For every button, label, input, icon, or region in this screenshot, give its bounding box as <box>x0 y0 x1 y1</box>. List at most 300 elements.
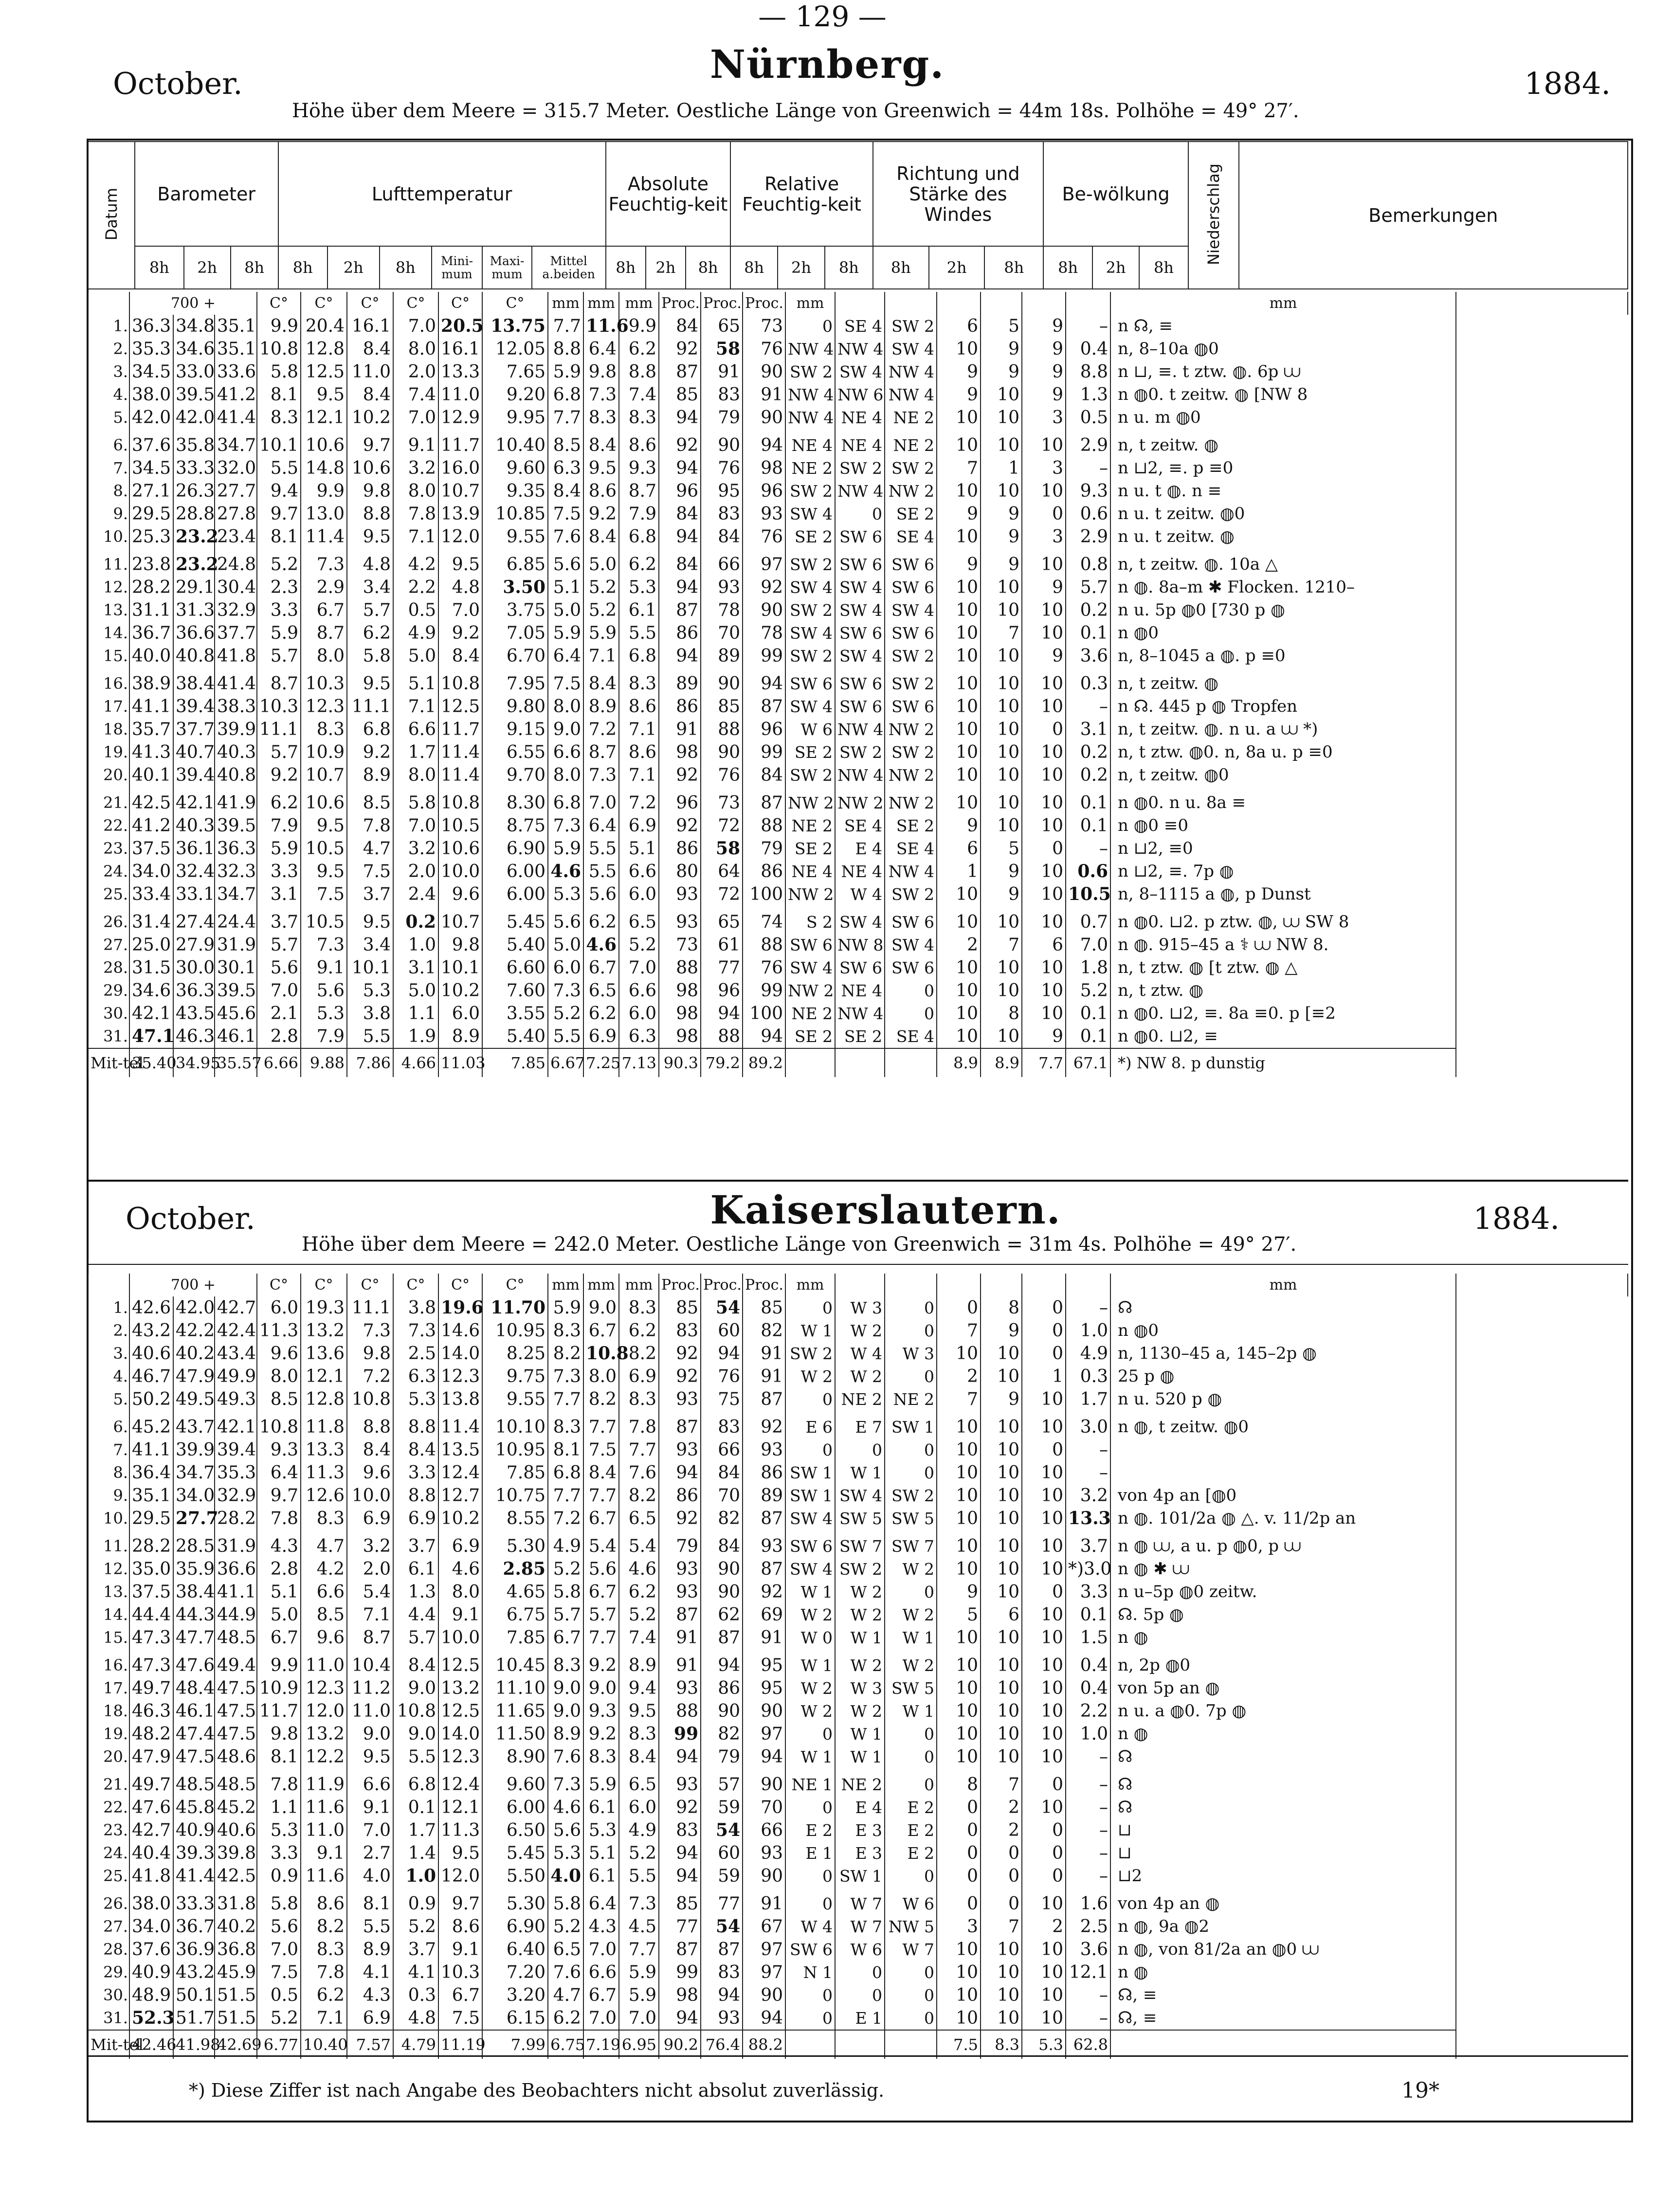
cloud-value: 9 <box>937 1581 981 1603</box>
wind-value: NW 4 <box>785 338 835 360</box>
temperature-value: 5.40 <box>482 934 548 956</box>
col-wind: Richtung und Stärke des Windes <box>873 142 1043 246</box>
wind-value: W 1 <box>835 1461 885 1484</box>
wind-value: NE 1 <box>785 1773 835 1796</box>
temperature-value: 6.90 <box>482 837 548 860</box>
temperature-value: 8.4 <box>347 338 393 360</box>
gap-cell <box>743 1411 785 1416</box>
unit-cell <box>88 1274 129 1296</box>
temperature-value: 5.9 <box>257 622 301 645</box>
wind-value: N 1 <box>785 1961 835 1984</box>
precipitation-value: – <box>1066 1296 1110 1319</box>
wind-value: 0 <box>785 1796 835 1819</box>
rel-humidity-value: 70 <box>701 1484 743 1507</box>
unit-cell: C° <box>257 1274 301 1296</box>
precipitation-value: – <box>1066 457 1110 480</box>
barometer-value: 48.5 <box>215 1773 257 1796</box>
cloud-value: 10 <box>1022 1558 1066 1581</box>
rel-humidity-value: 95 <box>743 1654 785 1677</box>
cloud-value: 9 <box>937 503 981 525</box>
gap-cell <box>981 1888 1022 1892</box>
wind-value: NW 4 <box>835 338 885 360</box>
barometer-value: 43.2 <box>173 1961 215 1984</box>
day-number: 28. <box>88 1938 129 1961</box>
abs-humidity-value: 5.9 <box>548 1296 583 1319</box>
barometer-value: 40.3 <box>173 814 215 837</box>
wind-value: SW 2 <box>785 599 835 622</box>
abs-humidity-value: 6.6 <box>619 979 659 1002</box>
day-number: 10. <box>88 525 129 548</box>
day-row <box>88 1961 1628 1984</box>
temperature-value: 11.65 <box>482 1700 548 1723</box>
abs-humidity-value: 9.2 <box>583 503 619 525</box>
abs-humidity-value: 8.8 <box>619 360 659 383</box>
gap-cell <box>88 906 129 911</box>
wind-value: NE 4 <box>835 406 885 429</box>
temperature-value: 11.9 <box>301 1773 347 1796</box>
wind-value: SW 6 <box>835 695 885 718</box>
precipitation-value: 3.7 <box>1066 1535 1110 1558</box>
barometer-value: 41.9 <box>215 791 257 814</box>
rel-humidity-value: 91 <box>743 1626 785 1649</box>
gap-cell <box>438 906 482 911</box>
sub-2h: 2h <box>1092 246 1139 289</box>
wind-value: SW 6 <box>785 934 835 956</box>
unit-cell: C° <box>482 1274 548 1296</box>
temperature-value: 6.7 <box>301 599 347 622</box>
cloud-value: 7.5 <box>937 2030 981 2059</box>
temperature-value: 12.4 <box>438 1461 482 1484</box>
rel-humidity-value: 90.3 <box>659 1048 701 1077</box>
abs-humidity-value: 5.2 <box>619 1842 659 1865</box>
temperature-value: 4.2 <box>301 1558 347 1581</box>
day-number: 24. <box>88 860 129 883</box>
wind-value: W 2 <box>835 1319 885 1342</box>
barometer-value: 34.6 <box>173 338 215 360</box>
rel-humidity-value: 80 <box>659 860 701 883</box>
temperature-value: 10.0 <box>438 1626 482 1649</box>
temperature-value: 7.57 <box>347 2030 393 2059</box>
temperature-value: 10.4 <box>347 1654 393 1677</box>
wind-value: SW 2 <box>835 1558 885 1581</box>
abs-humidity-value: 9.9 <box>619 315 659 338</box>
abs-humidity-value: 8.3 <box>548 1654 583 1677</box>
day-row <box>88 814 1628 837</box>
temperature-value: 5.0 <box>393 979 438 1002</box>
day-number: 9. <box>88 503 129 525</box>
temperature-value: 9.7 <box>257 1484 301 1507</box>
unit-cell <box>1022 1274 1066 1296</box>
abs-humidity-value: 7.0 <box>583 1938 619 1961</box>
temperature-value: 6.6 <box>301 1581 347 1603</box>
barometer-value: 40.2 <box>215 1915 257 1938</box>
precipitation-value: 0.7 <box>1066 911 1110 934</box>
wind-value: SW 2 <box>885 315 937 338</box>
sub-8h: 8h <box>278 246 327 289</box>
rel-humidity-value: 70 <box>701 622 743 645</box>
day-row <box>88 406 1628 429</box>
gap-cell <box>129 1411 173 1416</box>
rel-humidity-value: 92 <box>659 764 701 787</box>
barometer-value: 34.5 <box>129 457 173 480</box>
gap-cell <box>301 906 347 911</box>
rel-humidity-value: 72 <box>701 814 743 837</box>
day-row <box>88 503 1628 525</box>
barometer-value: 23.8 <box>129 553 173 576</box>
rel-humidity-value: 97 <box>743 1961 785 1984</box>
gap-cell <box>785 429 835 434</box>
rel-humidity-value: 87 <box>701 1626 743 1649</box>
abs-humidity-value: 5.5 <box>619 622 659 645</box>
remark: n, t ztw. ◍ <box>1110 979 1456 1002</box>
barometer-value: 42.46 <box>129 2030 173 2059</box>
cloud-value: 8 <box>981 1296 1022 1319</box>
gap-cell <box>257 1649 301 1654</box>
abs-humidity-value: 6.9 <box>619 814 659 837</box>
temperature-value: 12.8 <box>301 1388 347 1411</box>
gap-cell <box>1110 1530 1456 1535</box>
temperature-value: 2.3 <box>257 576 301 599</box>
abs-humidity-value: 5.2 <box>548 1915 583 1938</box>
rel-humidity-value: 93 <box>701 576 743 599</box>
temperature-value: 8.5 <box>301 1603 347 1626</box>
temperature-value: 3.55 <box>482 1002 548 1025</box>
temperature-value: 5.7 <box>393 1626 438 1649</box>
barometer-value: 48.9 <box>129 1984 173 2007</box>
temperature-value: 12.3 <box>438 1365 482 1388</box>
cloud-value: 10 <box>1022 1626 1066 1649</box>
remark: n ◍ <box>1110 1626 1456 1649</box>
temperature-value: 13.6 <box>301 1342 347 1365</box>
cloud-value: 0 <box>1022 1581 1066 1603</box>
temperature-value: 6.8 <box>347 718 393 741</box>
gap-cell <box>659 1768 701 1773</box>
gap-cell <box>1022 787 1066 791</box>
precipitation-value: 0.6 <box>1066 860 1110 883</box>
gap-cell <box>619 548 659 553</box>
cloud-value: 10 <box>981 1961 1022 1984</box>
day-number: 17. <box>88 695 129 718</box>
wind-value: W 2 <box>835 1603 885 1626</box>
rel-humidity-value: 97 <box>743 1723 785 1745</box>
cloud-value: 10 <box>1022 553 1066 576</box>
temperature-value: 8.0 <box>393 338 438 360</box>
wind-value: E 2 <box>885 1842 937 1865</box>
rel-humidity-value: 99 <box>659 1961 701 1984</box>
barometer-value: 43.5 <box>173 1002 215 1025</box>
temperature-value: 1.7 <box>393 1819 438 1842</box>
gap-cell <box>785 1649 835 1654</box>
row-gap <box>88 1888 1628 1892</box>
abs-humidity-value: 5.8 <box>548 1581 583 1603</box>
abs-humidity-value: 8.7 <box>619 480 659 503</box>
abs-humidity-value: 8.9 <box>548 1723 583 1745</box>
rel-humidity-value: 87 <box>659 1416 701 1439</box>
temperature-value: 12.3 <box>301 695 347 718</box>
temperature-value: 7.05 <box>482 622 548 645</box>
temperature-value: 7.86 <box>347 1048 393 1077</box>
day-number: 11. <box>88 1535 129 1558</box>
precipitation-value: 2.2 <box>1066 1700 1110 1723</box>
day-row <box>88 672 1628 695</box>
temperature-value: 13.3 <box>301 1439 347 1461</box>
day-row <box>88 1581 1628 1603</box>
cloud-value: 0 <box>1022 1842 1066 1865</box>
day-number: 14. <box>88 1603 129 1626</box>
cloud-value: 8.9 <box>937 1048 981 1077</box>
wind-value: SE 4 <box>885 1025 937 1048</box>
rel-humidity-value: 93 <box>659 1388 701 1411</box>
temperature-value: 4.79 <box>393 2030 438 2059</box>
day-row <box>88 315 1628 338</box>
cloud-value: 10 <box>937 911 981 934</box>
temperature-value: 3.3 <box>257 1842 301 1865</box>
temperature-value: 10.1 <box>347 956 393 979</box>
gap-cell <box>981 906 1022 911</box>
wind-value: SW 2 <box>785 360 835 383</box>
cloud-value: 10 <box>981 480 1022 503</box>
temperature-value: 10.45 <box>482 1654 548 1677</box>
abs-humidity-value: 6.0 <box>619 883 659 906</box>
wind-value: SW 4 <box>785 695 835 718</box>
barometer-value: 36.6 <box>215 1558 257 1581</box>
cloud-value: 9 <box>1022 1025 1066 1048</box>
rel-humidity-value: 90 <box>701 741 743 764</box>
wind-value: SW 6 <box>835 553 885 576</box>
remark: n u. t zeitw. ◍ <box>1110 525 1456 548</box>
remark: ☊ <box>1110 1796 1456 1819</box>
precipitation-value: – <box>1066 837 1110 860</box>
abs-humidity-value: 7.3 <box>548 1773 583 1796</box>
wind-value: NE 4 <box>785 434 835 457</box>
gap-cell <box>129 1649 173 1654</box>
day-row <box>88 645 1628 667</box>
wind-value: 0 <box>835 1439 885 1461</box>
barometer-value: 47.5 <box>173 1745 215 1768</box>
rel-humidity-value: 86 <box>743 860 785 883</box>
section-divider <box>88 1180 1628 1182</box>
gap-cell <box>393 548 438 553</box>
temperature-value: 12.8 <box>301 338 347 360</box>
temperature-value: 9.1 <box>393 434 438 457</box>
wind-value: 0 <box>885 1581 937 1603</box>
rel-humidity-value: 73 <box>701 791 743 814</box>
temperature-value: 5.8 <box>257 1892 301 1915</box>
gap-cell <box>1022 1649 1066 1654</box>
gap-cell <box>659 1649 701 1654</box>
gap-cell <box>619 1768 659 1773</box>
rel-humidity-value: 79 <box>701 406 743 429</box>
gap-cell <box>482 429 548 434</box>
abs-humidity-value: 5.0 <box>583 553 619 576</box>
barometer-value: 28.2 <box>129 576 173 599</box>
barometer-value: 25.0 <box>129 934 173 956</box>
abs-humidity-value: 5.6 <box>548 1819 583 1842</box>
barometer-value: 40.2 <box>173 1342 215 1365</box>
wind-value <box>785 2030 835 2059</box>
wind-value: W 2 <box>885 1558 937 1581</box>
rel-humidity-value: 88.2 <box>743 2030 785 2059</box>
precipitation-value: 0.1 <box>1066 1002 1110 1025</box>
temperature-value: 9.6 <box>301 1626 347 1649</box>
abs-humidity-value: 7.1 <box>619 718 659 741</box>
barometer-value: 47.7 <box>173 1626 215 1649</box>
wind-value: W 2 <box>785 1677 835 1700</box>
wind-value: 0 <box>785 1439 835 1461</box>
barometer-value: 25.3 <box>129 525 173 548</box>
temperature-value: 13.75 <box>482 315 548 338</box>
cloud-value: 10 <box>981 1484 1022 1507</box>
barometer-value: 38.4 <box>173 672 215 695</box>
wind-value: SW 6 <box>885 695 937 718</box>
gap-cell <box>548 906 583 911</box>
wind-value: SW 6 <box>885 553 937 576</box>
precipitation-value: 62.8 <box>1066 2030 1110 2059</box>
abs-humidity-value: 5.5 <box>583 837 619 860</box>
remark: ☊ <box>1110 1296 1456 1319</box>
temperature-value: 4.7 <box>301 1535 347 1558</box>
barometer-value: 46.3 <box>129 1700 173 1723</box>
day-number: 18. <box>88 1700 129 1723</box>
temperature-value: 2.8 <box>257 1025 301 1048</box>
sub-8h: 8h <box>606 246 646 289</box>
cloud-value: 2 <box>981 1796 1022 1819</box>
day-row <box>88 1796 1628 1819</box>
temperature-value: 8.8 <box>347 1416 393 1439</box>
abs-humidity-value: 7.4 <box>619 383 659 406</box>
cloud-value: 10 <box>981 1025 1022 1048</box>
day-row <box>88 911 1628 934</box>
barometer-value: 39.5 <box>215 979 257 1002</box>
cloud-value: 9 <box>937 383 981 406</box>
barometer-value: 42.0 <box>173 406 215 429</box>
cloud-value: 10 <box>981 1535 1022 1558</box>
barometer-value: 32.0 <box>215 457 257 480</box>
abs-humidity-value: 6.2 <box>619 338 659 360</box>
temperature-value: 4.8 <box>393 2007 438 2030</box>
abs-humidity-value: 5.2 <box>548 1002 583 1025</box>
wind-value: W 1 <box>785 1745 835 1768</box>
abs-humidity-value: 6.4 <box>583 338 619 360</box>
temperature-value: 7.20 <box>482 1961 548 1984</box>
temperature-value: 10.10 <box>482 1416 548 1439</box>
day-row <box>88 1892 1628 1915</box>
barometer-value: 40.9 <box>129 1961 173 1984</box>
temperature-value: 8.5 <box>257 1388 301 1411</box>
barometer-value: 32.9 <box>215 599 257 622</box>
gap-cell <box>88 787 129 791</box>
cloud-value: 10 <box>1022 860 1066 883</box>
temperature-value: 5.50 <box>482 1865 548 1888</box>
abs-humidity-value: 6.8 <box>548 383 583 406</box>
temperature-value: 8.0 <box>301 645 347 667</box>
temperature-value: 8.3 <box>301 1938 347 1961</box>
precipitation-value: 10.5 <box>1066 883 1110 906</box>
barometer-value: 34.5 <box>129 360 173 383</box>
abs-humidity-value: 7.3 <box>548 1365 583 1388</box>
day-number: 5. <box>88 1388 129 1411</box>
remark: ☊, ≡ <box>1110 1984 1456 2007</box>
temperature-value: 3.7 <box>257 911 301 934</box>
temperature-value: 19.6 <box>438 1296 482 1319</box>
temperature-value: 9.60 <box>482 1773 548 1796</box>
day-number: 25. <box>88 883 129 906</box>
cloud-value: 10 <box>937 599 981 622</box>
gap-cell <box>583 667 619 672</box>
nuernberg-table <box>88 292 1628 1077</box>
barometer-value: 40.7 <box>173 741 215 764</box>
temperature-value: 5.7 <box>257 741 301 764</box>
temperature-value: 5.3 <box>347 979 393 1002</box>
rel-humidity-value: 99 <box>743 741 785 764</box>
precipitation-value: 1.6 <box>1066 1892 1110 1915</box>
abs-humidity-value: 8.3 <box>548 1319 583 1342</box>
cloud-value: 10 <box>981 599 1022 622</box>
barometer-value: 40.6 <box>215 1819 257 1842</box>
gap-cell <box>129 1530 173 1535</box>
abs-humidity-value: 5.3 <box>619 576 659 599</box>
temperature-value: 10.6 <box>301 434 347 457</box>
wind-value: SW 4 <box>835 360 885 383</box>
cloud-value: 0 <box>937 1892 981 1915</box>
cloud-value: 10 <box>981 1654 1022 1677</box>
rel-humidity-value: 92 <box>659 1365 701 1388</box>
remark: n ◍, 9a ◍2 <box>1110 1915 1456 1938</box>
barometer-value: 37.6 <box>129 434 173 457</box>
sub-mittel: Mittel a.beiden <box>532 246 606 289</box>
day-number: 1. <box>88 315 129 338</box>
rel-humidity-value: 96 <box>701 979 743 1002</box>
temperature-value: 11.0 <box>301 1819 347 1842</box>
day-row <box>88 1416 1628 1439</box>
day-row <box>88 1654 1628 1677</box>
abs-humidity-value: 6.8 <box>619 645 659 667</box>
abs-humidity-value: 8.5 <box>548 434 583 457</box>
gap-cell <box>438 429 482 434</box>
cloud-value: 10 <box>981 814 1022 837</box>
remark: n, t zeitw. ◍ <box>1110 434 1456 457</box>
abs-humidity-value: 5.0 <box>548 934 583 956</box>
gap-cell <box>1022 1411 1066 1416</box>
abs-humidity-value: 4.0 <box>548 1865 583 1888</box>
cloud-value: 0 <box>1022 1773 1066 1796</box>
gap-cell <box>215 1530 257 1535</box>
temperature-value: 8.9 <box>438 1025 482 1048</box>
day-row <box>88 1745 1628 1768</box>
temperature-value: 6.0 <box>438 1002 482 1025</box>
temperature-value: 9.0 <box>393 1677 438 1700</box>
gap-cell <box>129 429 173 434</box>
gap-cell <box>785 1768 835 1773</box>
rel-humidity-value: 88 <box>743 814 785 837</box>
wind-value: 0 <box>785 1723 835 1745</box>
remark: n ⊔, ≡. t ztw. ◍. 6p ⩊ <box>1110 360 1456 383</box>
temperature-value: 10.2 <box>438 979 482 1002</box>
abs-humidity-value: 7.6 <box>548 525 583 548</box>
precipitation-value: 67.1 <box>1066 1048 1110 1077</box>
rel-humidity-value: 91 <box>701 360 743 383</box>
rel-humidity-value: 93 <box>659 883 701 906</box>
temperature-value: 9.8 <box>347 480 393 503</box>
gap-cell <box>701 1411 743 1416</box>
temperature-value: 8.8 <box>393 1416 438 1439</box>
temperature-value: 0.2 <box>393 911 438 934</box>
day-number: 27. <box>88 934 129 956</box>
abs-humidity-value: 5.5 <box>619 1865 659 1888</box>
temperature-value: 5.9 <box>257 837 301 860</box>
temperature-value: 4.3 <box>347 1984 393 2007</box>
unit-cell <box>937 292 981 315</box>
